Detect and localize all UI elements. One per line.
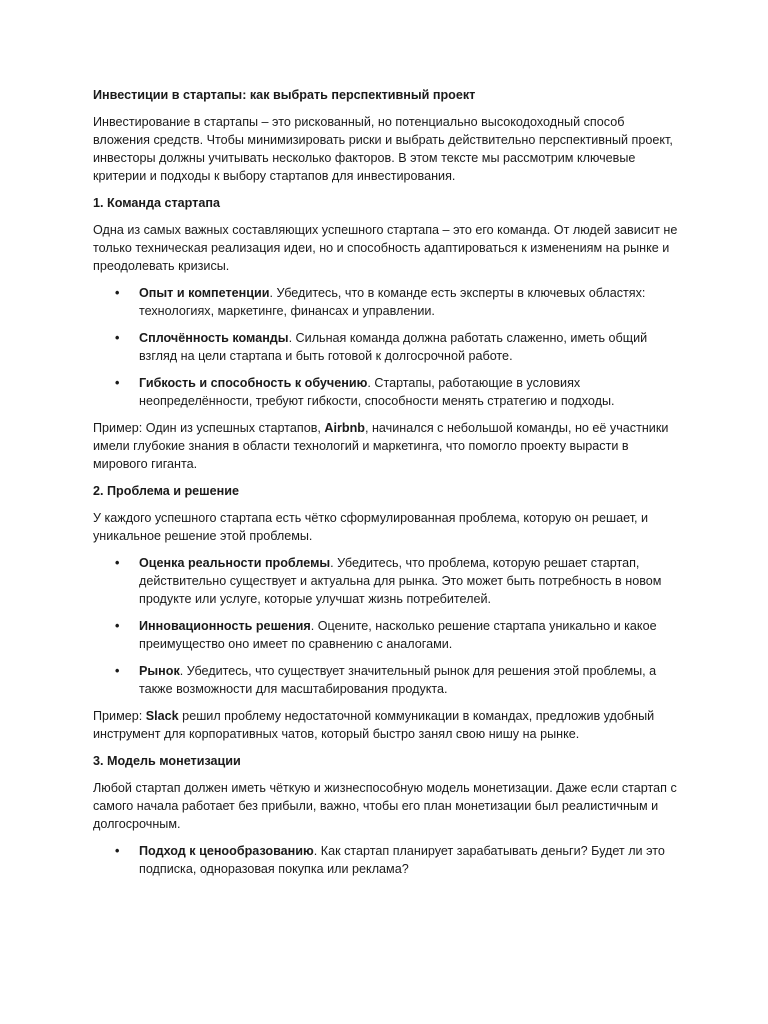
list-item	[93, 374, 683, 410]
bullet-icon: •	[115, 619, 120, 633]
bullet-icon: •	[115, 664, 120, 678]
section-2-heading: 2. Проблема и решение	[93, 484, 240, 498]
bullet-icon: •	[115, 376, 120, 390]
example-company-name: Airbnb	[324, 421, 365, 435]
example-prefix: Пример: Один из успешных стартапов,	[93, 421, 325, 435]
document-title: Инвестиции в стартапы: как выбрать перспективный проект	[93, 88, 476, 102]
section-1-heading: 1. Команда стартапа	[93, 196, 220, 210]
list-item-text: . Убедитесь, что существует значительный рынок для решения этой проблемы, а также возможности для масштабирования продукта.	[139, 664, 657, 696]
section-2-list	[93, 554, 683, 698]
list-item-text: . Убедитесь, что проблема, которую решает стартап, действительно существует и актуальна для рынка. Это может быть потребность в новом продукте или услуге, которые улучшат жизнь потребителей.	[139, 556, 662, 606]
list-item-text: . Как стартап планирует зарабатывать деньги? Будет ли это подписка, одноразовая покупка или реклама?	[139, 844, 665, 876]
list-item-text: . Стартапы, работающие в условиях неопределённости, требуют гибкости, способности менять стратегию и подходы.	[139, 376, 615, 408]
list-item-term: Рынок	[139, 664, 180, 678]
bullet-icon: •	[115, 844, 120, 858]
section-1-list	[93, 284, 683, 410]
list-item	[93, 662, 683, 698]
example-company-name: Slack	[145, 709, 179, 723]
list-item-term: Гибкость и способность к обучению	[139, 376, 368, 390]
document-page	[93, 86, 683, 887]
bullet-icon: •	[115, 331, 120, 345]
intro-paragraph: Инвестирование в стартапы – это рискованный, но потенциально высокодоходный способ вложения средств. Чтобы минимизировать риски и выбрать действительно перспективный проект, инвесторы должны учитывать несколько факторов. В этом тексте мы рассмотрим ключевые критерии и подходы к выбору стартапов для инвестирования.	[93, 115, 673, 183]
bullet-icon: •	[115, 286, 120, 300]
list-item	[93, 617, 683, 653]
example-suffix: решил проблему недостаточной коммуникации в командах, предложив удобный инструмент для корпоративных чатов, который быстро занял свою нишу на рынке.	[93, 709, 655, 741]
section-2-example	[93, 707, 683, 743]
list-item-term: Подход к ценообразованию	[139, 844, 314, 858]
section-3-heading: 3. Модель монетизации	[93, 754, 241, 768]
section-3-list	[93, 842, 683, 878]
list-item-text: . Убедитесь, что в команде есть эксперты в ключевых областях: технологиях, маркетинге, финансах и управлении.	[139, 286, 646, 318]
list-item-term: Инновационность решения	[139, 619, 311, 633]
list-item-text: . Сильная команда должна работать слаженно, иметь общий взгляд на цели стартапа и быть готовой к долгосрочной работе.	[139, 331, 648, 363]
example-suffix: , начинался с небольшой команды, но её участники имели глубокие знания в области технологий и маркетинга, что помогло проекту вырасти в мирового гиганта.	[93, 421, 669, 471]
list-item-text: . Оцените, насколько решение стартапа уникально и какое преимущество оно имеет по сравнению с аналогами.	[139, 619, 657, 651]
section-2-paragraph: У каждого успешного стартапа есть чётко сформулированная проблема, которую он решает, и уникальное решение этой проблемы.	[93, 511, 649, 543]
list-item-term: Опыт и компетенции	[139, 286, 270, 300]
list-item	[93, 554, 683, 608]
section-1-example	[93, 419, 683, 473]
list-item-term: Сплочённость команды	[139, 331, 289, 345]
list-item	[93, 329, 683, 365]
list-item	[93, 842, 683, 878]
bullet-icon: •	[115, 556, 120, 570]
list-item-term: Оценка реальности проблемы	[139, 556, 331, 570]
section-3-paragraph: Любой стартап должен иметь чёткую и жизнеспособную модель монетизации. Даже если стартап с самого начала работает без прибыли, важно, чтобы его план монетизации был реалистичным и долгосрочным.	[93, 781, 677, 831]
list-item	[93, 284, 683, 320]
section-1-paragraph: Одна из самых важных составляющих успешного стартапа – это его команда. От людей зависит не только техническая реализация идеи, но и способность адаптироваться к изменениям на рынке и преодолевать кризисы.	[93, 223, 678, 273]
example-prefix: Пример:	[93, 709, 146, 723]
